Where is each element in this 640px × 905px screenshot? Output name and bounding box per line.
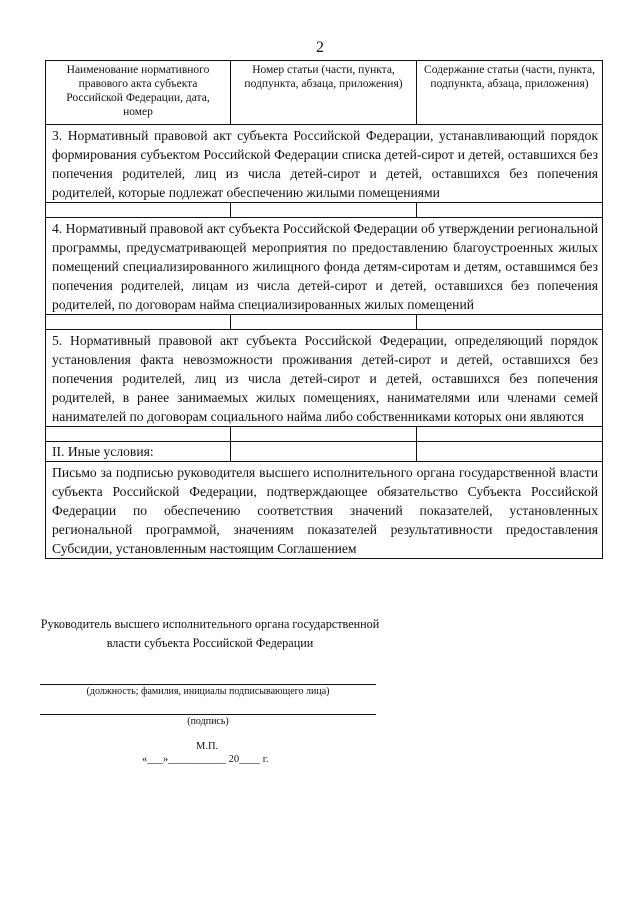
stamp-label: М.П. xyxy=(196,741,219,752)
other-conditions-text: Письмо за подписью руководителя высшего исполнительного органа государственной власти субъекта Российской Федерации, подтверждающее обязательство Субъекта Российской Федерации по обеспечению соответствия значений показателей, установленных региональной программой, значениям показателей результативности предоставления Субсидии, установленным настоящим Соглашением xyxy=(46,462,603,559)
blank-cell xyxy=(231,427,417,442)
blank-row xyxy=(46,315,603,330)
header-act-name: Наименование нормативного правового акта субъекта Российской Федерации, дата, номер xyxy=(46,61,231,125)
blank-cell xyxy=(417,315,603,330)
section-row xyxy=(46,330,603,427)
position-line xyxy=(40,684,376,685)
section-4-text: 4. Нормативный правовой акт субъекта Российской Федерации об утверждении региональной программы, предусматривающей мероприятия по предоставлению благоустроенных жилых помещений специализированного жилищного фонда детям-сиротам и детям, оставшимся без попечения родителей, лицам из числа детей-сирот и детей, оставшихся без попечения родителей, по договорам найма специализированных жилых помещений xyxy=(46,218,603,315)
section-5-text: 5. Нормативный правовой акт субъекта Российской Федерации, определяющий порядок установления факта невозможности проживания детей-сирот и детей, оставшихся без попечения родителей, лиц из числа детей-сирот и детей, оставшихся без попечения родителей, в ранее занимаемых жилых помещениях, нанимателями или членами семей нанимателей по договорам социального найма либо собственниками которых они являются xyxy=(46,330,603,427)
blank-cell xyxy=(417,427,603,442)
table-header-row xyxy=(46,61,603,125)
signer-title: Руководитель высшего исполнительного органа государственной власти субъекта Российской Федерации xyxy=(40,617,380,650)
blank-row xyxy=(46,427,603,442)
date-line: «___»___________ 20____ г. xyxy=(142,754,269,765)
blank-cell xyxy=(46,427,231,442)
section-3-text: 3. Нормативный правовой акт субъекта Российской Федерации, устанавливающий порядок формирования субъектом Российской Федерации списка детей-сирот и детей, оставшихся без попечения родителей, лиц из числа детей-сирот и детей, оставшихся без попечения родителей, которые подлежат обеспечению жилыми помещениями xyxy=(46,125,603,203)
blank-cell xyxy=(417,442,603,462)
signature-line xyxy=(40,714,376,715)
section-row xyxy=(46,125,603,203)
blank-row xyxy=(46,203,603,218)
page-number: 2 xyxy=(316,39,324,56)
position-caption: (должность; фамилия, инициалы подписывающего лица) xyxy=(86,686,330,697)
blank-cell xyxy=(417,203,603,218)
other-conditions-title: II. Иные условия: xyxy=(46,442,231,462)
blank-cell xyxy=(46,315,231,330)
header-article-number: Номер статьи (части, пункта, подпункта, абзаца, приложения) xyxy=(231,61,417,125)
blank-cell xyxy=(231,442,417,462)
regulatory-acts-table xyxy=(45,60,603,559)
blank-cell xyxy=(231,315,417,330)
other-conditions-row xyxy=(46,462,603,559)
section-row xyxy=(46,218,603,315)
header-article-content: Содержание статьи (части, пункта, подпункта, абзаца, приложения) xyxy=(417,61,603,125)
other-conditions-title-row xyxy=(46,442,603,462)
signature-caption: (подпись) xyxy=(187,716,229,727)
blank-cell xyxy=(46,203,231,218)
blank-cell xyxy=(231,203,417,218)
